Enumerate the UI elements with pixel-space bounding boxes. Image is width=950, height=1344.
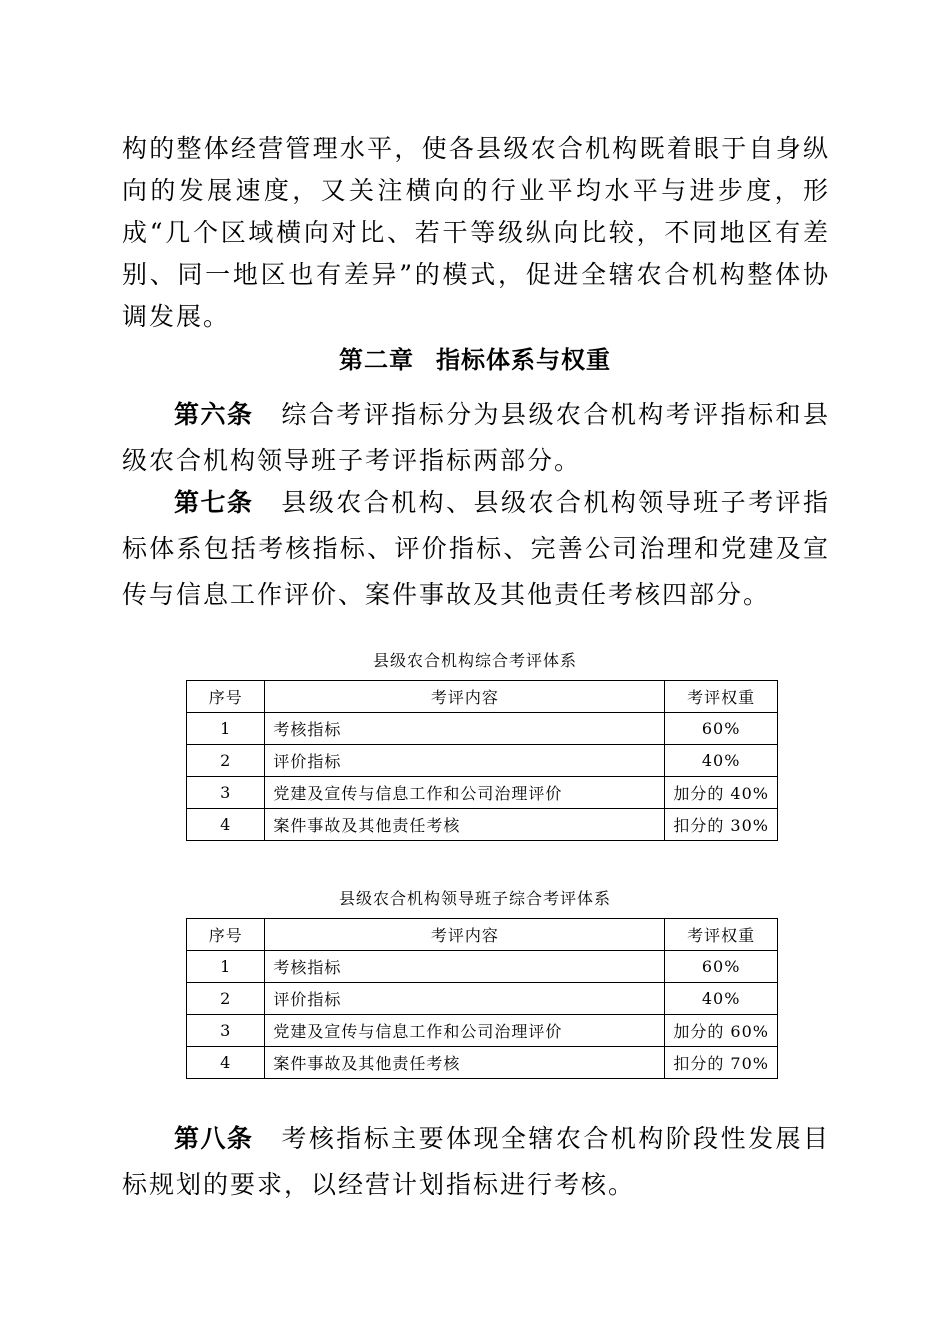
table-row: [187, 745, 778, 777]
article-text: 考核指标主要体现全辖农合机构阶段性发展目标规划的要求，以经营计划指标进行考核。: [122, 1124, 830, 1199]
table-cell: 40%: [665, 983, 778, 1015]
table-row: [187, 1015, 778, 1047]
table-row: [187, 1047, 778, 1079]
article-label: 第七条: [174, 488, 254, 517]
table-row: [187, 809, 778, 841]
table-cell: 60%: [665, 713, 778, 745]
table-cell: 加分的 60%: [665, 1015, 778, 1047]
table-row: [187, 951, 778, 983]
header-cell: 考评权重: [665, 919, 778, 951]
table-cell: 案件事故及其他责任考核: [265, 809, 665, 841]
evaluation-table: [186, 680, 778, 841]
table-cell: 60%: [665, 951, 778, 983]
table-header-row: [187, 919, 778, 951]
table-cell: 4: [187, 1047, 265, 1079]
table-caption: 县级农合机构综合考评体系: [372, 651, 577, 670]
table-cell: 考核指标: [265, 951, 665, 983]
table-row: [187, 777, 778, 809]
header-cell: 序号: [187, 919, 265, 951]
article-6: [122, 392, 830, 484]
table-row: [187, 713, 778, 745]
table-cell: 党建及宣传与信息工作和公司治理评价: [265, 1015, 665, 1047]
table-cell: 扣分的 30%: [665, 809, 778, 841]
table-cell: 40%: [665, 745, 778, 777]
table-cell: 加分的 40%: [665, 777, 778, 809]
table-cell: 1: [187, 713, 265, 745]
chapter-number: 第二章: [339, 346, 414, 374]
table-cell: 考核指标: [265, 713, 665, 745]
article-7: [122, 480, 830, 618]
table-header-row: [187, 681, 778, 713]
table-cell: 党建及宣传与信息工作和公司治理评价: [265, 777, 665, 809]
table-cell: 2: [187, 983, 265, 1015]
table-cell: 3: [187, 1015, 265, 1047]
paragraph-continuation: 构的整体经营管理水平，使各县级农合机构既着眼于自身纵向的发展速度，又关注横向的行业平均水平与进步度，形成“几个区域横向对比、若干等级纵向比较，不同地区有差别、同一地区也有差异”的模式，促进全辖农合机构整体协调发展。: [122, 134, 830, 331]
table-cell: 1: [187, 951, 265, 983]
article-label: 第六条: [174, 400, 254, 429]
table-cell: 4: [187, 809, 265, 841]
table-cell: 2: [187, 745, 265, 777]
table-cell: 评价指标: [265, 745, 665, 777]
table-cell: 3: [187, 777, 265, 809]
article-text: 县级农合机构、县级农合机构领导班子考评指标体系包括考核指标、评价指标、完善公司治理和党建及宣传与信息工作评价、案件事故及其他责任考核四部分。: [122, 488, 830, 609]
chapter-title: 指标体系与权重: [436, 346, 611, 374]
table-cell: 案件事故及其他责任考核: [265, 1047, 665, 1079]
header-cell: 考评内容: [265, 681, 665, 713]
table-row: [187, 983, 778, 1015]
table-caption: 县级农合机构领导班子综合考评体系: [338, 889, 611, 908]
header-cell: 考评内容: [265, 919, 665, 951]
article-8: [122, 1116, 830, 1208]
evaluation-table: [186, 918, 778, 1079]
article-label: 第八条: [174, 1124, 254, 1153]
table-cell: 评价指标: [265, 983, 665, 1015]
header-cell: 考评权重: [665, 681, 778, 713]
header-cell: 序号: [187, 681, 265, 713]
table-cell: 扣分的 70%: [665, 1047, 778, 1079]
chapter-heading: [0, 340, 950, 380]
article-text: 综合考评指标分为县级农合机构考评指标和县级农合机构领导班子考评指标两部分。: [122, 400, 830, 475]
